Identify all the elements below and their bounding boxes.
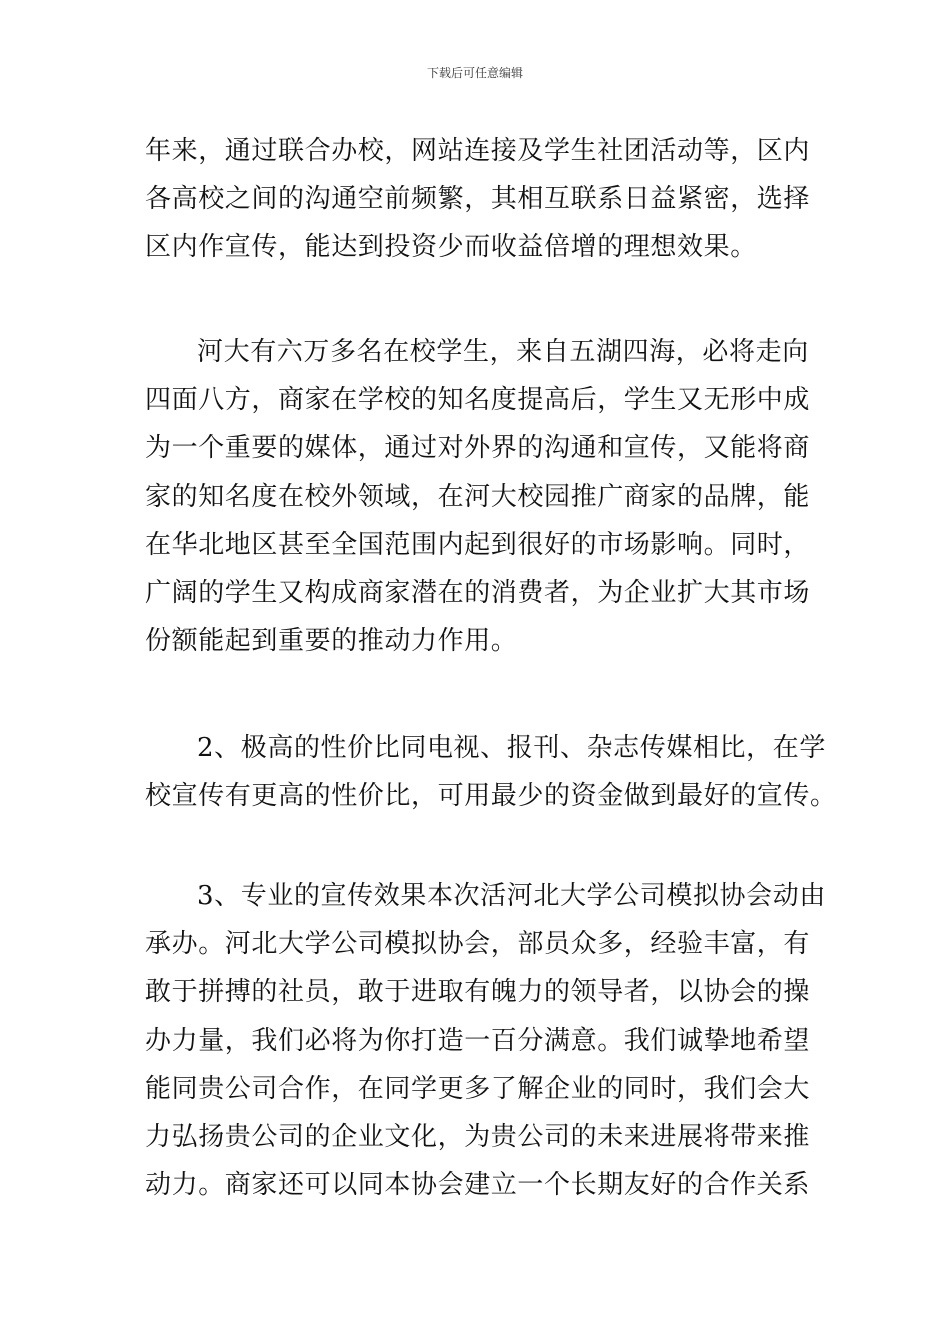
text-line: 各高校之间的沟通空前频繁，其相互联系日益紧密，选择 <box>145 184 811 214</box>
text-line: 年来，通过联合办校，网站连接及学生社团活动等，区内 <box>145 136 811 166</box>
text-line: 办力量，我们必将为你打造一百分满意。我们诚挚地希望 <box>145 1026 811 1056</box>
text-line: 河大有六万多名在校学生，来自五湖四海，必将走向 <box>197 337 809 367</box>
text-line: 广阔的学生又构成商家潜在的消费者，为企业扩大其市场 <box>145 578 811 608</box>
text-line: 份额能起到重要的推动力作用。 <box>145 626 518 656</box>
text-line: 校宣传有更高的性价比，可用最少的资金做到最好的宣传。 <box>145 781 837 811</box>
text-line: 在华北地区甚至全国范围内起到很好的市场影响。同时， <box>145 530 811 560</box>
text-line: 承办。河北大学公司模拟协会，部员众多，经验丰富，有 <box>145 929 811 959</box>
page-header: 下载后可任意编辑 <box>426 66 523 80</box>
text-line: 家的知名度在校外领域，在河大校园推广商家的品牌，能 <box>145 482 811 512</box>
text-line: 力弘扬贵公司的企业文化，为贵公司的未来进展将带来推 <box>145 1122 811 1152</box>
text-line: 动力。商家还可以同本协会建立一个长期友好的合作关系 <box>145 1170 811 1200</box>
text-line: 区内作宣传，能达到投资少而收益倍增的理想效果。 <box>145 232 757 262</box>
text-line: 3、专业的宣传效果本次活河北大学公司模拟协会动由 <box>197 881 826 911</box>
text-line: 能同贵公司合作，在同学更多了解企业的同时，我们会大 <box>145 1074 811 1104</box>
text-line: 敢于拼搏的社员，敢于进取有魄力的领导者，以协会的操 <box>145 977 811 1007</box>
text-line: 四面八方，商家在学校的知名度提高后，学生又无形中成 <box>145 385 811 415</box>
text-line: 2、极高的性价比同电视、报刊、杂志传媒相比，在学 <box>197 733 826 763</box>
text-line: 为一个重要的媒体，通过对外界的沟通和宣传，又能将商 <box>145 433 811 463</box>
